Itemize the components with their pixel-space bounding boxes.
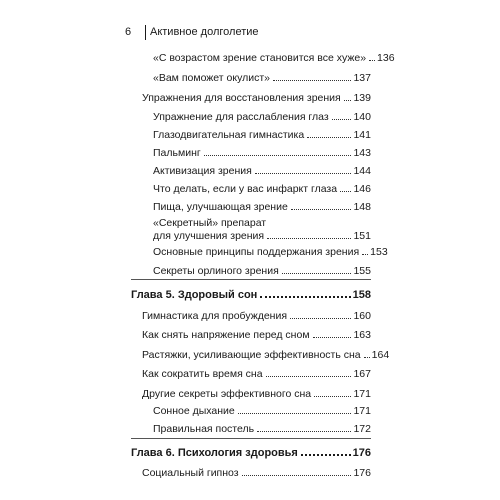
toc-chapter-heading[interactable]: Глава 6. Психология здоровья 176 [131,447,371,459]
chapter-divider [131,438,371,439]
toc-entry[interactable]: Упражнение для расслабления глаз 140 [153,111,371,123]
toc-entry[interactable]: Упражнения для восстановления зрения 139 [142,92,371,104]
page-number: 6 [125,26,132,38]
toc-entry[interactable]: Социальный гипноз 176 [142,467,371,479]
toc-entry[interactable]: Правильная постель 172 [153,423,371,435]
toc-entry[interactable]: Активизация зрения 144 [153,165,371,177]
toc-entry[interactable]: Пища, улучшающая зрение 148 [153,201,371,213]
toc-entry[interactable]: Растяжки, усиливающие эффективность сна 164 [142,349,390,361]
toc-chapter-heading[interactable]: Глава 5. Здоровый сон 158 [131,289,371,301]
toc-entry[interactable]: Что делать, если у вас инфаркт глаза 146 [153,183,371,195]
toc-entry[interactable]: «Секретный» препарат для улучшения зрения 151 [153,217,371,242]
chapter-divider [131,279,371,280]
toc-entry[interactable]: Основные принципы поддержания зрения 153 [153,246,388,258]
toc-entry[interactable]: Другие секреты эффективного сна 171 [142,388,371,400]
toc-entry[interactable]: Пальминг 143 [153,147,371,159]
toc-entry[interactable]: Гимнастика для пробуждения 160 [142,310,371,322]
toc-entry[interactable]: «С возрастом зрение становится все хуже» 136 [153,52,395,64]
toc-entry[interactable]: Как снять напряжение перед сном 163 [142,329,371,341]
toc-entry[interactable]: Секреты орлиного зрения 155 [153,265,371,277]
toc-entry[interactable]: «Вам поможет окулист» 137 [153,72,371,84]
toc-entry[interactable]: Глазодвигательная гимнастика 141 [153,129,371,141]
running-title: Активное долголетие [150,26,259,38]
toc-entry[interactable]: Сонное дыхание 171 [153,405,371,417]
toc-entry[interactable]: Как сократить время сна 167 [142,368,371,380]
header-separator [145,25,146,40]
